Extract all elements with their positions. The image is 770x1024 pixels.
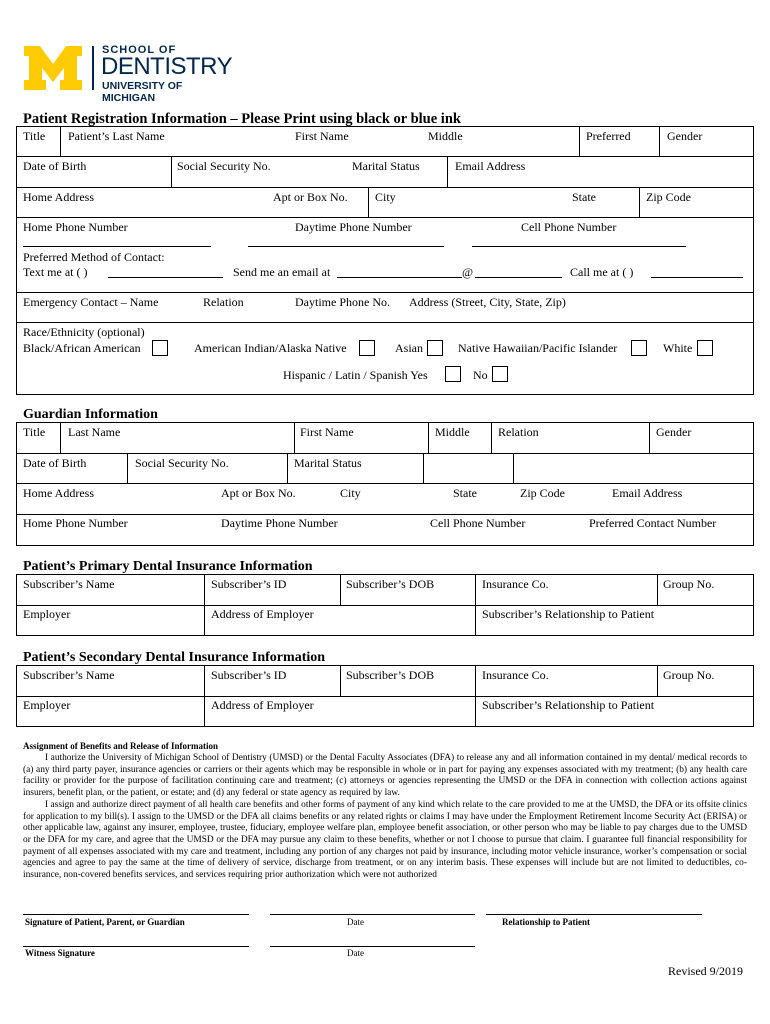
race-hawaiian-label: Native Hawaiian/Pacific Islander — [458, 341, 618, 355]
witness-label: Witness Signature — [25, 948, 95, 958]
patient-first-name-field[interactable]: First Name — [295, 129, 349, 143]
primary-subscriber-dob-field[interactable]: Subscriber’s DOB — [346, 577, 435, 591]
patient-home-address-field[interactable]: Home Address — [23, 190, 94, 204]
patient-dob-field[interactable]: Date of Birth — [23, 159, 87, 173]
primary-subscriber-id-field[interactable]: Subscriber’s ID — [211, 577, 287, 591]
patient-preferred-field[interactable]: Preferred — [586, 129, 631, 143]
guardian-home-phone-field[interactable]: Home Phone Number — [23, 516, 128, 530]
guardian-marital-field[interactable]: Marital Status — [294, 456, 362, 470]
patient-zip-field[interactable]: Zip Code — [646, 190, 691, 204]
assignment-paragraph-1: I authorize the University of Michigan School of Dentistry (UMSD) or the Dental Faculty Associates (DFA) to release any and all information contained in my dental/ medical records to (a) any third party payer, insurance agencies or carriers or their agents which may be responsible in whole or in part for paying any expenses associated with my treatment; (b) any health care facility or provider for the purpose of facilitation continuing care and treatment; (c) attorneys or agencies representing the UMSD or the DFA in connection with collection actions against insurers, benefit plan, or the patient, or estate; and (d) any federal or state agency as required by law. — [23, 753, 747, 799]
guardian-ssn-field[interactable]: Social Security No. — [135, 456, 229, 470]
race-white-checkbox[interactable] — [697, 340, 713, 356]
patient-apt-field[interactable]: Apt or Box No. — [273, 190, 348, 204]
race-black-checkbox[interactable] — [152, 340, 168, 356]
primary-subscriber-name-field[interactable]: Subscriber’s Name — [23, 577, 115, 591]
guardian-state-field[interactable]: State — [453, 486, 477, 500]
primary-relationship-field[interactable]: Subscriber’s Relationship to Patient — [482, 607, 655, 621]
form-title: Patient Registration Information – Please Print using black or blue ink — [23, 111, 461, 127]
home-phone-line[interactable] — [23, 246, 211, 247]
guardian-preferred-contact-field[interactable]: Preferred Contact Number — [589, 516, 717, 530]
guardian-cell-phone-field[interactable]: Cell Phone Number — [430, 516, 526, 530]
race-asian-label: Asian — [395, 341, 423, 355]
guardian-title-field[interactable]: Title — [23, 425, 46, 439]
witness-date-label: Date — [347, 948, 364, 958]
assignment-paragraph-2: I assign and authorize direct payment of all health care benefits and other forms of payment of any kind which relate to the care provided to me at the UMSD, the DFA or its offsite clinics for application to my bill(s). I assign to the UMSD or the DFA all claims benefits or any related rights or claims I may have under the Employment Retirement Income Security Act (ERISA) or other applicable law, against any insurer, employee, trustee, fiduciary, employee welfare plan, employee benefit association, or other person who may be liable to pay charges due to the UMSD or the DFA for my care, and agree that the UMSD or the DFA may pursue any claim to these benefits, whether or not I choose to pursue that claim. I guarantee full financial responsibility for payment of all expenses associated with my care and treatment, including any portion of any charges not paid by insurance, including motor vehicle insurance, worker’s compensation or social agencies and agree to pay the same at the time of delivery of service, discharge from treatment, or on any interim basis. These expenses will include but are not limited to deductibles, co-insurance, non-covered benefits services, and services requiring prior authorization which were not authorized — [23, 799, 747, 881]
hispanic-label: Hispanic / Latin / Spanish Yes — [283, 368, 428, 382]
race-white-label: White — [663, 341, 693, 355]
guardian-dob-field[interactable]: Date of Birth — [23, 456, 87, 470]
primary-employer-address-field[interactable]: Address of Employer — [211, 607, 314, 621]
daytime-phone-line[interactable] — [248, 246, 444, 247]
patient-city-field[interactable]: City — [375, 190, 396, 204]
patient-ssn-field[interactable]: Social Security No. — [177, 159, 271, 173]
patient-state-field[interactable]: State — [572, 190, 596, 204]
witness-line[interactable] — [23, 946, 249, 947]
emergency-relation-field[interactable]: Relation — [203, 295, 244, 309]
guardian-daytime-phone-field[interactable]: Daytime Phone Number — [221, 516, 338, 530]
patient-last-name-field[interactable]: Patient’s Last Name — [68, 129, 165, 143]
patient-email-field[interactable]: Email Address — [455, 159, 526, 173]
witness-date-line[interactable] — [270, 946, 475, 947]
race-hawaiian-checkbox[interactable] — [631, 340, 647, 356]
secondary-insurance-heading: Patient’s Secondary Dental Insurance Information — [23, 650, 326, 665]
patient-cell-phone-label: Cell Phone Number — [521, 220, 617, 234]
hispanic-no-checkbox[interactable] — [492, 366, 508, 382]
email-user-line[interactable] — [337, 277, 462, 278]
relationship-label: Relationship to Patient — [502, 917, 591, 927]
guardian-middle-field[interactable]: Middle — [435, 425, 470, 439]
primary-insurance-heading: Patient’s Primary Dental Insurance Information — [23, 559, 313, 574]
secondary-relationship-field[interactable]: Subscriber’s Relationship to Patient — [482, 698, 655, 712]
guardian-gender-field[interactable]: Gender — [656, 425, 692, 439]
race-black-label: Black/African American — [23, 341, 141, 355]
guardian-last-name-field[interactable]: Last Name — [68, 425, 121, 439]
patient-home-phone-label: Home Phone Number — [23, 220, 128, 234]
secondary-employer-field[interactable]: Employer — [23, 698, 71, 712]
guardian-apt-field[interactable]: Apt or Box No. — [221, 486, 296, 500]
primary-group-no-field[interactable]: Group No. — [663, 577, 715, 591]
guardian-city-field[interactable]: City — [340, 486, 361, 500]
race-native-label: American Indian/Alaska Native — [194, 341, 347, 355]
text-me-label: Text me at ( ) — [23, 265, 88, 279]
school-logo — [22, 44, 233, 104]
secondary-subscriber-name-field[interactable]: Subscriber’s Name — [23, 668, 115, 682]
hispanic-yes-checkbox[interactable] — [445, 366, 461, 382]
at-sign: @ — [462, 265, 474, 279]
primary-employer-field[interactable]: Employer — [23, 607, 71, 621]
guardian-email-field[interactable]: Email Address — [612, 486, 683, 500]
race-native-checkbox[interactable] — [359, 340, 375, 356]
school-line2: DENTISTRY — [101, 53, 233, 80]
secondary-subscriber-dob-field[interactable]: Subscriber’s DOB — [346, 668, 435, 682]
patient-middle-field[interactable]: Middle — [428, 129, 463, 143]
relationship-line[interactable] — [486, 914, 702, 915]
guardian-zip-field[interactable]: Zip Code — [520, 486, 565, 500]
hispanic-no-label: No — [473, 368, 488, 382]
revised-date: Revised 9/2019 — [668, 964, 743, 978]
guardian-relation-field[interactable]: Relation — [498, 425, 539, 439]
guardian-heading: Guardian Information — [23, 407, 158, 422]
university-name: UNIVERSITY OF MICHIGAN — [102, 80, 183, 104]
secondary-subscriber-id-field[interactable]: Subscriber’s ID — [211, 668, 287, 682]
primary-insurance-co-field[interactable]: Insurance Co. — [482, 577, 549, 591]
block-m-logo-icon — [22, 44, 84, 92]
signature-label: Signature of Patient, Parent, or Guardian — [25, 917, 185, 927]
guardian-home-address-field[interactable]: Home Address — [23, 486, 94, 500]
patient-gender-field[interactable]: Gender — [667, 129, 703, 143]
call-me-line[interactable] — [651, 277, 743, 278]
patient-title-field[interactable]: Title — [23, 129, 46, 143]
contact-method-label: Preferred Method of Contact: — [23, 250, 165, 264]
guardian-first-name-field[interactable]: First Name — [300, 425, 354, 439]
send-email-label: Send me an email at — [233, 265, 331, 279]
race-asian-checkbox[interactable] — [427, 340, 443, 356]
call-me-label: Call me at ( ) — [570, 265, 634, 279]
text-me-line[interactable] — [108, 277, 223, 278]
race-label: Race/Ethnicity (optional) — [23, 325, 145, 339]
patient-marital-field[interactable]: Marital Status — [352, 159, 420, 173]
secondary-group-no-field[interactable]: Group No. — [663, 668, 715, 682]
emergency-address-field[interactable]: Address (Street, City, State, Zip) — [409, 295, 566, 309]
logo-divider — [92, 46, 94, 90]
signature-date-line[interactable] — [270, 914, 475, 915]
signature-line[interactable] — [23, 914, 249, 915]
emergency-contact-field[interactable]: Emergency Contact – Name — [23, 295, 159, 309]
cell-phone-line[interactable] — [472, 246, 686, 247]
secondary-insurance-co-field[interactable]: Insurance Co. — [482, 668, 549, 682]
school-line1: SCHOOL OF — [102, 44, 177, 56]
email-domain-line[interactable] — [475, 277, 562, 278]
emergency-phone-field[interactable]: Daytime Phone No. — [295, 295, 390, 309]
secondary-employer-address-field[interactable]: Address of Employer — [211, 698, 314, 712]
assignment-heading: Assignment of Benefits and Release of Information — [23, 741, 218, 751]
patient-daytime-phone-label: Daytime Phone Number — [295, 220, 412, 234]
assignment-text — [23, 753, 747, 882]
signature-date-label: Date — [347, 917, 364, 927]
